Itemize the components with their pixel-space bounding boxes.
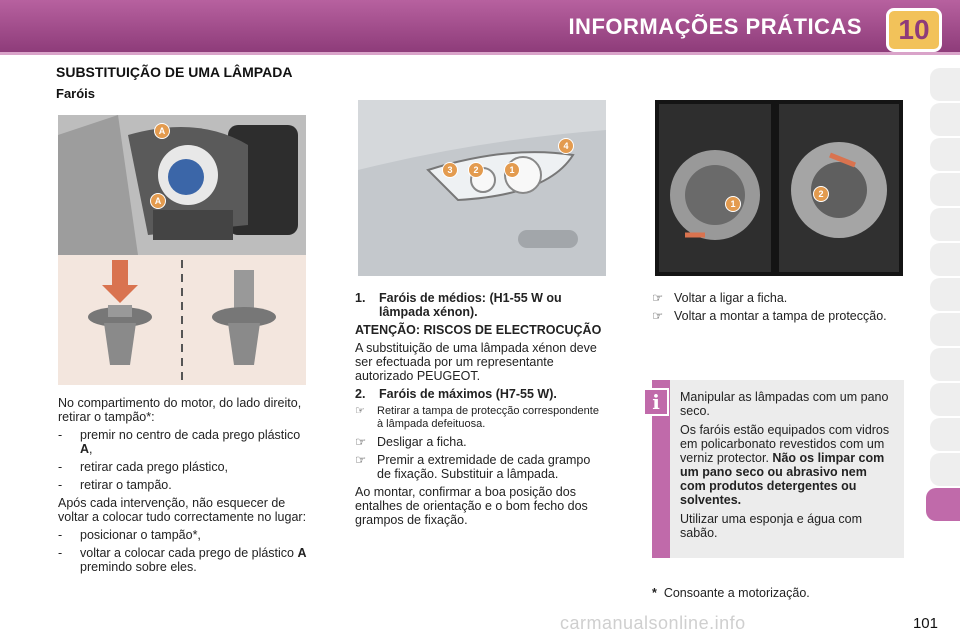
side-tab[interactable] bbox=[930, 103, 960, 136]
list-item-bold: A bbox=[80, 442, 90, 456]
callout-2: 2 bbox=[813, 186, 829, 202]
subsection-title: Faróis bbox=[56, 86, 96, 101]
dash-mark: - bbox=[58, 478, 63, 492]
side-tab[interactable] bbox=[930, 68, 960, 101]
list-item bbox=[58, 478, 308, 492]
bullet-text: Retirar a tampa de protecção correspondente à lâmpada defeituosa. bbox=[377, 405, 599, 430]
headlight-bulb-illustration bbox=[655, 100, 903, 276]
bullet-item bbox=[652, 309, 904, 323]
engine-compartment-illustration bbox=[58, 115, 306, 255]
info-paragraph bbox=[680, 423, 896, 507]
dash-mark: - bbox=[58, 528, 63, 542]
side-tab[interactable] bbox=[930, 208, 960, 241]
bullet-text: Voltar a montar a tampa de protecção. bbox=[674, 309, 887, 323]
callout-a: A bbox=[154, 123, 170, 139]
callout-1: 1 bbox=[504, 162, 520, 178]
footnote bbox=[652, 586, 810, 600]
bullet-item bbox=[355, 405, 605, 431]
side-tab[interactable] bbox=[930, 418, 960, 451]
column-3-text bbox=[652, 291, 904, 327]
callout-2: 2 bbox=[468, 162, 484, 178]
list-item-text: voltar a colocar cada prego de plástico bbox=[80, 546, 298, 560]
warning-paragraph: A substituição de uma lâmpada xénon deve ser efectuada por um representante autorizado PEUGEOT. bbox=[355, 341, 597, 383]
callout-3: 3 bbox=[442, 162, 458, 178]
list-item-tail: premindo sobre eles. bbox=[80, 560, 197, 574]
side-tab[interactable] bbox=[930, 138, 960, 171]
dash-mark: - bbox=[58, 460, 63, 474]
car-headlight-illustration bbox=[358, 100, 606, 276]
side-tab[interactable] bbox=[930, 278, 960, 311]
list-item-text: retirar cada prego plástico, bbox=[80, 460, 228, 474]
list-item bbox=[58, 460, 308, 474]
info-warning-bold: Não os limpar com um pano seco ou abrasivo nem com produtos detergentes ou solventes. bbox=[680, 451, 885, 507]
list-item-bold: A bbox=[297, 546, 307, 560]
side-tab[interactable] bbox=[930, 173, 960, 206]
side-tab[interactable] bbox=[930, 313, 960, 346]
page-number: 101 bbox=[912, 615, 938, 632]
list-item-text: retirar o tampão. bbox=[80, 478, 172, 492]
list-item bbox=[58, 528, 308, 542]
callout-4: 4 bbox=[558, 138, 574, 154]
bullet-text: Premir a extremidade de cada grampo de fixação. Substituir a lâmpada. bbox=[377, 453, 591, 481]
bullet-item bbox=[355, 453, 605, 481]
numbered-item-low-beam bbox=[355, 291, 605, 319]
info-box bbox=[652, 380, 904, 558]
side-tab[interactable] bbox=[930, 243, 960, 276]
column-1-text bbox=[58, 396, 308, 578]
list-item bbox=[58, 546, 308, 574]
pointing-hand-icon: ☞ bbox=[652, 309, 664, 323]
chapter-title: INFORMAÇÕES PRÁTICAS bbox=[568, 14, 862, 39]
side-tab[interactable] bbox=[930, 383, 960, 416]
section-title: SUBSTITUIÇÃO DE UMA LÂMPADA bbox=[56, 64, 293, 80]
plastic-clip-illustration bbox=[58, 255, 306, 385]
info-icon: i bbox=[643, 388, 669, 416]
callout-1: 1 bbox=[725, 196, 741, 212]
item-number: 1. bbox=[355, 291, 366, 305]
item-heading: Faróis de máximos (H7-55 W). bbox=[379, 387, 557, 401]
list-item-tail: , bbox=[89, 442, 93, 456]
numbered-item-high-beam bbox=[355, 387, 605, 401]
pointing-hand-icon: ☞ bbox=[355, 453, 367, 467]
item-number: 2. bbox=[355, 387, 366, 401]
chapter-number-badge: 10 bbox=[886, 8, 942, 52]
bullet-text: Desligar a ficha. bbox=[377, 435, 467, 449]
bullet-text: Voltar a ligar a ficha. bbox=[674, 291, 788, 305]
info-paragraph: Utilizar uma esponja e água com sabão. bbox=[680, 512, 863, 540]
chapter-side-tabs bbox=[930, 68, 960, 578]
list-item bbox=[58, 428, 308, 456]
side-tab[interactable] bbox=[930, 348, 960, 381]
column-2-text bbox=[355, 291, 605, 531]
list-item-text: posicionar o tampão*, bbox=[80, 528, 201, 542]
footnote-text: Consoante a motorização. bbox=[663, 586, 810, 600]
pointing-hand-icon: ☞ bbox=[652, 291, 664, 305]
bullet-item bbox=[355, 435, 605, 449]
dash-mark: - bbox=[58, 428, 63, 442]
after-paragraph: Após cada intervenção, não esquecer de voltar a colocar tudo correctamente no lugar: bbox=[58, 496, 307, 524]
pointing-hand-icon: ☞ bbox=[355, 405, 365, 417]
side-tab[interactable] bbox=[930, 453, 960, 486]
callout-a: A bbox=[150, 193, 166, 209]
bullet-item bbox=[652, 291, 904, 305]
asterisk-mark: * bbox=[652, 586, 657, 600]
side-tab-active[interactable] bbox=[926, 488, 960, 521]
pointing-hand-icon: ☞ bbox=[355, 435, 367, 449]
list-item-text: premir no centro de cada prego plástico bbox=[80, 428, 301, 442]
closing-paragraph: Ao montar, confirmar a boa posição dos entalhes de orientação e o bom fecho dos grampos de fixação. bbox=[355, 485, 588, 527]
header-divider bbox=[0, 52, 960, 55]
item-heading: Faróis de médios: (H1-55 W ou lâmpada xénon). bbox=[379, 291, 562, 319]
info-paragraph: Manipular as lâmpadas com um pano seco. bbox=[680, 390, 889, 418]
dash-mark: - bbox=[58, 546, 63, 560]
watermark: carmanualsonline.info bbox=[560, 613, 746, 633]
warning-heading: ATENÇÃO: RISCOS DE ELECTROCUÇÃO bbox=[355, 323, 602, 337]
intro-paragraph: No compartimento do motor, do lado direito, retirar o tampão*: bbox=[58, 396, 302, 424]
info-text: Os faróis estão equipados com vidros em policarbonato revestidos com um verniz protector. bbox=[680, 423, 890, 465]
